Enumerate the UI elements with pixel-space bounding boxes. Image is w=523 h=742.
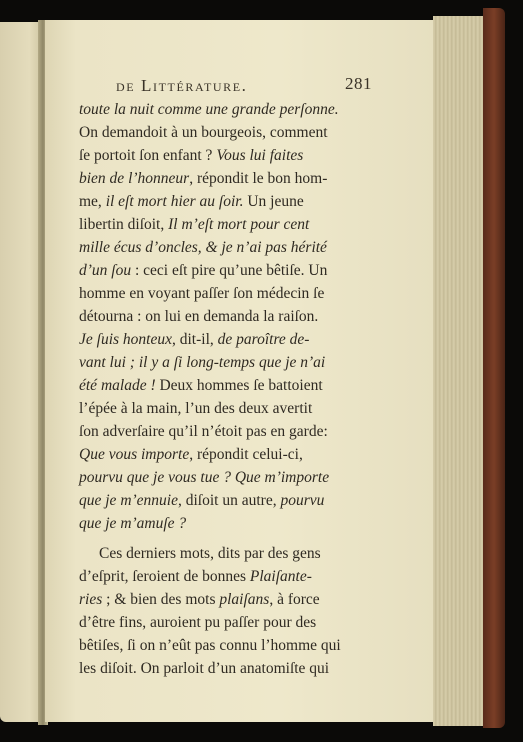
text-line	[79, 397, 359, 420]
text-run: ; & bien des mots	[102, 591, 220, 608]
italic-text-run: que je m’amuſe ?	[79, 515, 187, 532]
text-run: l’épée à la main, l’un des deux avertit	[79, 400, 313, 417]
text-run: détourna : on lui en demanda la raiſon.	[79, 308, 319, 325]
italic-text-run: plaiſans	[219, 591, 270, 608]
running-head	[116, 76, 378, 96]
text-line	[79, 190, 359, 213]
text-line	[79, 420, 359, 443]
text-run: Un jeune	[243, 193, 304, 210]
text-line	[79, 167, 359, 190]
text-line	[79, 98, 359, 121]
italic-text-run: pourvu que je vous tue ? Que m’importe	[79, 469, 330, 486]
text-run: , à force	[269, 591, 320, 608]
text-run: d’être fins, auroient pu paſſer pour des	[79, 614, 317, 631]
text-line	[79, 542, 359, 565]
italic-text-run: Il m’eſt mort pour cent	[168, 216, 310, 233]
text-line	[79, 121, 359, 144]
italic-text-run: bien de l’honneur	[79, 170, 190, 187]
text-line	[79, 634, 359, 657]
page-number: 281	[345, 74, 372, 93]
text-run: Deux hommes ſe battoient	[155, 377, 323, 394]
italic-text-run: d’un ſou	[79, 262, 132, 279]
italic-text-run: vant lui ; il y a ſi long-temps que je n’ai	[79, 354, 326, 371]
text-line	[79, 374, 359, 397]
italic-text-run: de paroître de-	[217, 331, 310, 348]
text-run: Ces derniers mots, dits par des gens	[99, 545, 321, 562]
text-line	[79, 565, 359, 588]
text-run: On demandoit à un bourgeois, comment	[79, 124, 328, 141]
text-line	[79, 259, 359, 282]
italic-text-run: que je m’ennuie	[79, 492, 178, 509]
text-line	[79, 328, 359, 351]
text-run: , répondit le bon hom-	[189, 170, 328, 187]
text-line	[79, 466, 359, 489]
text-run: libertin diſoit,	[79, 216, 169, 233]
text-line	[79, 512, 359, 535]
text-line	[79, 611, 359, 634]
text-line	[79, 443, 359, 466]
italic-text-run: Que vous importe	[79, 446, 190, 463]
text-line	[79, 236, 359, 259]
text-line	[79, 489, 359, 512]
text-line	[79, 144, 359, 167]
italic-text-run: Vous lui faites	[216, 147, 304, 164]
text-run: bêtiſes, ſi on n’eût pas connu l’homme qui	[79, 637, 341, 654]
text-run: me,	[79, 193, 106, 210]
text-run: homme en voyant paſſer ſon médecin ſe	[79, 285, 325, 302]
text-line	[79, 657, 359, 680]
text-run: , répondit celui-ci,	[189, 446, 303, 463]
body-text	[79, 98, 359, 680]
text-run: ſon adverſaire qu’il n’étoit pas en garde:	[79, 423, 328, 440]
italic-text-run: toute la nuit comme une grande perſonne.	[79, 101, 339, 118]
text-line	[79, 213, 359, 236]
text-line	[79, 305, 359, 328]
italic-text-run: il eſt mort hier au ſoir.	[105, 193, 244, 210]
book-cover-edge	[483, 8, 505, 728]
text-run: , dit-il,	[171, 331, 218, 348]
text-line	[79, 588, 359, 611]
text-run: , diſoit un autre,	[178, 492, 281, 509]
text-run: les diſoit. On parloit d’un anatomiſte qui	[79, 660, 330, 677]
text-line	[79, 282, 359, 305]
italic-text-run: mille écus d’oncles, & je n’ai pas hérité	[79, 239, 327, 256]
previous-page-edge	[0, 22, 42, 722]
text-run: : ceci eſt pire qu’une bêtiſe. Un	[131, 262, 328, 279]
italic-text-run: Je ſuis honteux	[79, 331, 172, 348]
running-head-text: de Littérature.	[116, 76, 248, 95]
text-run: d’eſprit, ſeroient de bonnes	[79, 568, 250, 585]
italic-text-run: ries	[79, 591, 103, 608]
italic-text-run: pourvu	[280, 492, 325, 509]
text-line	[79, 351, 359, 374]
text-run: ſe portoit ſon enfant ?	[79, 147, 217, 164]
italic-text-run: été malade !	[79, 377, 156, 394]
italic-text-run: Plaiſante-	[249, 568, 312, 585]
